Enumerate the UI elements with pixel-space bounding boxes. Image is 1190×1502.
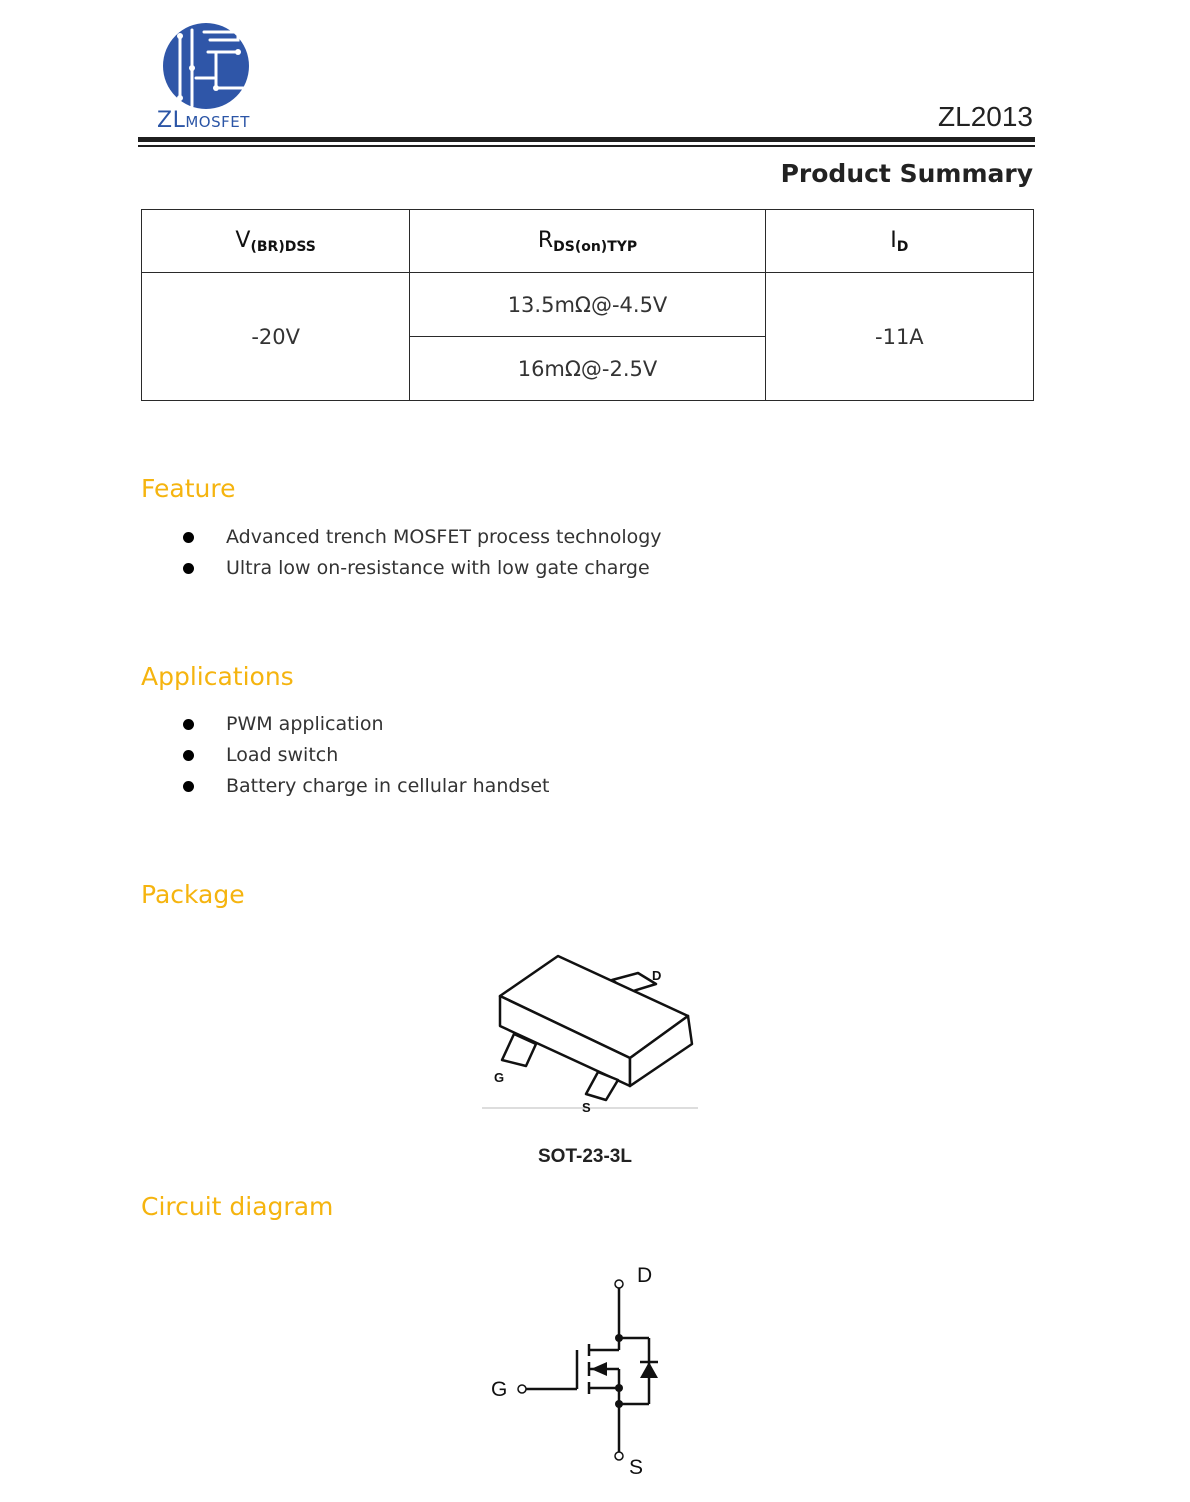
mosfet-circuit-symbol — [485, 1258, 685, 1484]
header-rule-thin — [138, 145, 1035, 147]
list-item: PWM application — [183, 709, 549, 740]
header-rule-thick — [138, 137, 1035, 142]
feature-list — [183, 522, 662, 584]
package-pin-g-label: G — [494, 1070, 505, 1085]
cell-rds-on-4v5: 13.5mΩ@-4.5V — [410, 273, 765, 337]
list-item: Battery charge in cellular handset — [183, 771, 549, 802]
bullet-icon — [183, 563, 194, 574]
cell-id-value: -11A — [765, 273, 1033, 401]
circuit-pin-g-label: G — [491, 1378, 508, 1401]
header-id: $I_D$ — [765, 210, 1033, 273]
package-caption: SOT-23-3L — [538, 1146, 632, 1167]
circuit-pin-d-label: D — [637, 1264, 653, 1287]
header-vbrdss: $V_{(BR)DSS}$ — [142, 210, 410, 273]
part-number: ZL2013 — [938, 101, 1033, 132]
bullet-icon — [183, 750, 194, 761]
bullet-icon — [183, 781, 194, 792]
circuit-diagram-heading: Circuit diagram — [141, 1192, 334, 1221]
list-item: Ultra low on-resistance with low gate charge — [183, 553, 662, 584]
cell-vbrdss-value: -20V — [142, 273, 410, 401]
circuit-pin-s-label: S — [629, 1456, 644, 1479]
product-summary-title: Product Summary — [780, 159, 1033, 188]
list-item: Load switch — [183, 740, 549, 771]
package-pin-d-label: D — [652, 968, 662, 983]
logo-text-mosfet: MOSFET — [185, 113, 250, 131]
package-heading: Package — [141, 880, 245, 909]
applications-heading: Applications — [141, 662, 294, 691]
logo-text-zl: ZL — [157, 108, 186, 133]
logo-wordmark — [157, 108, 250, 133]
table-header-row — [142, 210, 1034, 273]
header-rds-on: $R_{DS(on)TYP}$ — [410, 210, 765, 273]
bullet-icon — [183, 719, 194, 730]
applications-list — [183, 709, 549, 802]
feature-heading: Feature — [141, 474, 236, 503]
table-row — [142, 273, 1034, 337]
package-pin-s-label: S — [582, 1100, 591, 1112]
list-item: Advanced trench MOSFET process technology — [183, 522, 662, 553]
cell-rds-on-2v5: 16mΩ@-2.5V — [410, 337, 765, 401]
product-summary-table — [141, 209, 1034, 401]
sot23-package-drawing — [480, 940, 700, 1112]
bullet-icon — [183, 532, 194, 543]
